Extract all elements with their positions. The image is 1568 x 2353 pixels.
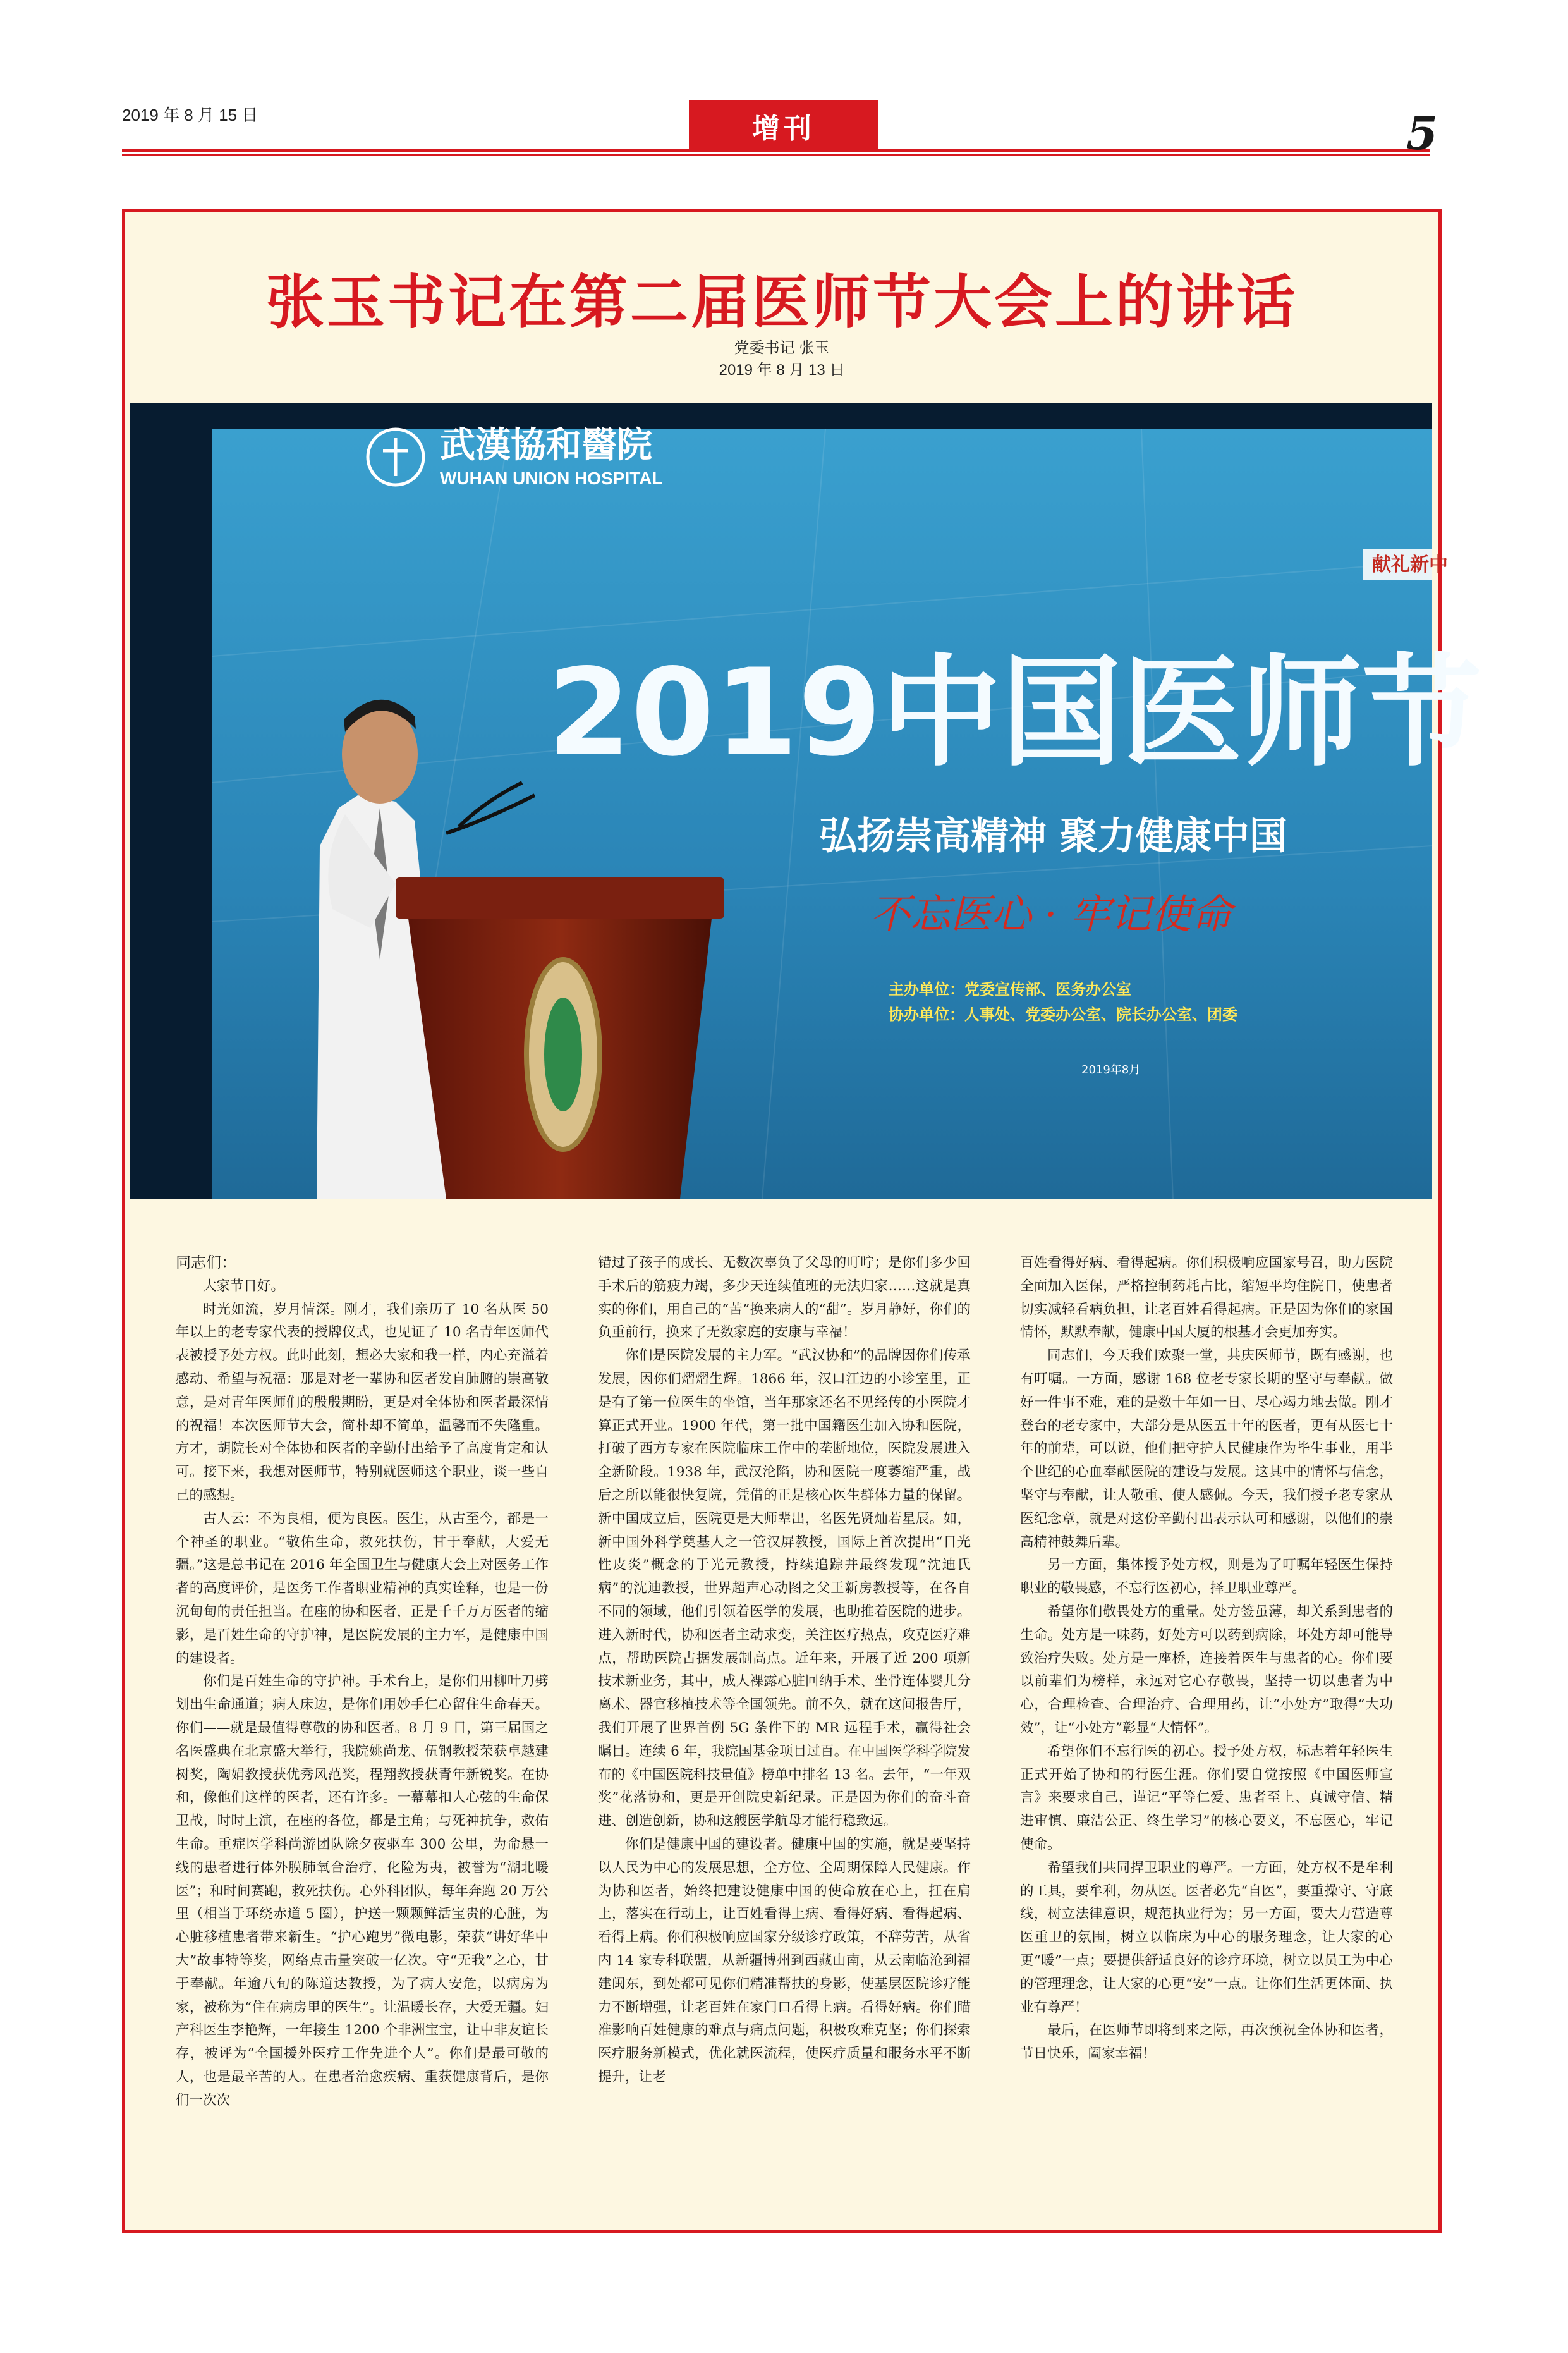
host-line: 主办单位：党委宣传部、医务办公室 [889, 981, 1131, 998]
speech-photo [130, 403, 1482, 1199]
corner-banner: 献礼新中 [1372, 554, 1448, 576]
event-calligraphy: 不忘医心 · 牢记使命 [870, 891, 1232, 938]
section-tag: 增刊 [689, 100, 878, 152]
article-frame [122, 209, 1482, 2233]
header-rule [122, 149, 1430, 152]
header-date: 2019 年 8 月 15 日 [122, 106, 258, 125]
logo-en: WUHAN UNION HOSPITAL [440, 468, 663, 488]
photo-illustration [130, 403, 1482, 1199]
paragraph: 另一方面，集体授予处方权，则是为了叮嘱年轻医生保持职业的敬畏感，不忘行医初心，择卫职业尊严。 [1020, 1557, 1393, 1597]
salutation: 同志们： [176, 1254, 236, 1271]
logo-cn: 武漢協和醫院 [440, 424, 652, 466]
cohost-line: 协办单位：人事处、党委办公室、院长办公室、团委 [889, 1006, 1237, 1024]
column-3 [1020, 1252, 1393, 2112]
paragraph: 同志们，今天我们欢聚一堂，共庆医师节，既有感谢，也有叮嘱。一方面，感谢 168 位老专家长期的坚守与奉献。做好一件事不难，难的是数十年如一日、尽心竭力地去做。刚才登台的老专家中，大部分是从医五十年的医者，更有从医七十年的前辈，可以说，他们把守护人民健康作为毕生事业，用半个世纪的心血奉献医院的建设与发展。这其中的情怀与信念，坚守与奉献，让人敬重、使人感佩。今天，我们授予老专家从医纪念章，就是对这份辛勤付出表示认可和感谢，以他们的崇高精神鼓舞后辈。 [1020, 1348, 1393, 1550]
paragraph: 大家节日好。 [203, 1278, 285, 1294]
event-heading: 2019中国医师节 [547, 643, 1482, 783]
screen-date: 2019年8月 [1081, 1063, 1141, 1077]
paragraph: 百姓看得好病、看得起病。你们积极响应国家号召，助力医院全面加入医保，严格控制药耗占比，缩短平均住院日，使患者切实减轻看病负担，让老百姓看得起病。正是因为你们的家国情怀，默默奉献，健康中国大厦的根基才会更加夯实。 [1020, 1255, 1393, 1341]
dateline: 2019 年 8 月 13 日 [719, 362, 845, 379]
page-number: 5 [1406, 106, 1438, 160]
header-rule-thin [122, 154, 1430, 156]
paragraph: 最后，在医师节即将到来之际，再次预祝全体协和医者，节日快乐，阖家幸福！ [1020, 2022, 1393, 2062]
column-2 [598, 1252, 971, 2112]
article-title: 张玉书记在第二届医师节大会上的讲话 [265, 268, 1298, 336]
paragraph: 错过了孩子的成长、无数次辜负了父母的叮咛；是你们多少回手术后的筋疲力竭，多少天连续值班的无法归家……这就是真实的你们，用自己的“苦”换来病人的“甜”。岁月静好，你们的负重前行，换来了无数家庭的安康与幸福！ [598, 1255, 971, 1341]
paragraph: 你们是百姓生命的守护神。手术台上，是你们用柳叶刀劈划出生命通道；病人床边，是你们用妙手仁心留住生命春天。你们——就是最值得尊敬的协和医者。8 月 9 日，第三届国之名医盛典在北京盛大举行，我院姚尚龙、伍钢教授荣获卓越建树奖，陶娟教授获优秀风范奖，程翔教授获青年新锐奖。在协和，像他们这样的医者，还有许多。一幕幕扣人心弦的生命保卫战，时时上演，在座的各位，都是主角；与死神抗争，救佑生命。重症医学科尚游团队除夕夜驱车 300 公里，为命悬一线的患者进行体外膜肺氧合治疗，化险为夷，被誉为“湖北暖医”；和时间赛跑，救死扶伤。心外科团队，每年奔跑 20 万公里（相当于环绕赤道 5 圈），护送一颗颗鲜活宝贵的心脏，为心脏移植患者带来新生。“护心跑男”微电影，荣获“讲好华中大”故事特等奖，网络点击量突破一亿次。守“无我”之心，甘于奉献。年逾八旬的陈道达教授，为了病人安危，以病房为家，被称为“住在病房里的医生”。让温暖长存，大爱无疆。妇产科医生李艳辉，一年接生 1200 个非洲宝宝，让中非友谊长存，被评为“全国援外医疗工作先进个人”。你们是最可敬的人，也是最辛苦的人。在患者治愈疾病、重获健康背后，是你们一次次 [176, 1673, 549, 2108]
paragraph: 你们是健康中国的建设者。健康中国的实施，就是要坚持以人民为中心的发展思想，全方位、全周期保障人民健康。作为协和医者，始终把建设健康中国的使命放在心上，扛在肩上，落实在行动上，让百姓看得上病、看得好病、看得起病、看得上病。你们积极响应国家分级诊疗政策，不辞劳苦，从省内 14 家专科联盟，从新疆博州到西藏山南，从云南临沧到福建闽东，到处都可见你们精准帮扶的身影，使基层医院诊疗能力不断增强，让老百姓在家门口看得上病。看得好病。你们瞄准影响百姓健康的难点与痛点问题，积极攻难克坚；你们探索医疗服务新模式，优化就医流程，使医疗质量和服务水平不断提升，让老 [598, 1836, 971, 2085]
byline: 党委书记 张玉 [734, 339, 830, 357]
paragraph: 古人云：不为良相，便为良医。医生，从古至今，都是一个神圣的职业。“敬佑生命，救死扶伤，甘于奉献，大爱无疆。”这是总书记在 2016 年全国卫生与健康大会上对医务工作者的高度评价，是医务工作者职业精神的真实诠释，也是一份沉甸甸的责任担当。在座的协和医者，正是千千万万医者的缩影，是百姓生命的守护神，是医院发展的主力军，是健康中国的建设者。 [176, 1510, 549, 1666]
paragraph: 你们是医院发展的主力军。“武汉协和”的品牌因你们传承发展，因你们熠熠生辉。1866 年，汉口江边的小诊室里，正是有了第一位医生的坐馆，当年那家还名不见经传的小医院才算正式开业。1900 年代，第一批中国籍医生加入协和医院，打破了西方专家在医院临床工作中的垄断地位，医院发展进入全新阶段。1938 年，武汉沦陷，协和医院一度萎缩严重，战后之所以能很快复院，凭借的正是核心医生群体力量的保留。新中国成立后，医院更是大师辈出，名医先贤灿若星辰。如，新中国外科学奠基人之一管汉屏教授，国际上首次提出“日光性皮炎”概念的于光元教授，持续追踪并最终发现“沈迪氏病”的沈迪教授，世界超声心动图之父王新房教授等，在各自不同的领域，他们引领着医学的发展，也助推着医院的进步。进入新时代，协和医者主动求变，关注医疗热点，攻克医疗难点，帮助医院占据发展制高点。近年来，开展了近 200 项新技术新业务，其中，成人裸露心脏回纳手术、坐骨连体婴儿分离术、器官移植技术等全国领先。前不久，就在这间报告厅，我们开展了世界首例 5G 条件下的 MR 远程手术，赢得社会瞩目。连续 6 年，我院国基金项目过百。在中国医学科学院发布的《中国医院科技量值》榜单中排名 13 名。去年，“一年双奖”花落协和，更是开创院史新纪录。正是因为你们的奋斗奋进、创造创新，协和这艘医学航母才能行稳致远。 [598, 1348, 971, 1830]
paragraph: 希望我们共同捍卫职业的尊严。一方面，处方权不是牟利的工具，要牟利，勿从医。医者必先“自医”，要重操守、守底线，树立法律意识，规范执业行为；另一方面，要大力营造尊医重卫的氛围，树立以临床为中心的服务理念，让大家的心更“暖”一点；要提供舒适良好的诊疗环境，树立以员工为中心的管理理念，让大家的心更“安”一点。让你们生活更体面、执业有尊严！ [1020, 1859, 1393, 2015]
article-body [176, 1252, 1395, 2112]
column-1 [176, 1252, 549, 2112]
paragraph: 时光如流，岁月情深。刚才，我们亲历了 10 名从医 50 年以上的老专家代表的授牌仪式，也见证了 10 名青年医师代表被授予处方权。此时此刻，想必大家和我一样，内心充溢着感动、希望与祝福：那是对老一辈协和医者发自肺腑的崇高敬意，是对青年医师们的殷殷期盼，更是对全体协和医者最深情的祝福！本次医师节大会，简朴却不简单，温馨而不失隆重。方才，胡院长对全体协和医者的辛勤付出给予了高度肯定和认可。接下来，我想对医师节，特别就医师这个职业，谈一些自己的感想。 [176, 1301, 549, 1503]
paragraph: 希望你们不忘行医的初心。授予处方权，标志着年轻医生正式开始了协和的行医生涯。你们要自觉按照《中国医师宣言》来要求自己，谨记“平等仁爱、患者至上、真诚守信、精进审慎、廉洁公正、终生学习”的核心要义，不忘医心，牢记使命。 [1020, 1743, 1393, 1852]
event-slogan: 弘扬崇高精神 聚力健康中国 [819, 814, 1287, 859]
paragraph: 希望你们敬畏处方的重量。处方签虽薄，却关系到患者的生命。处方是一味药，好处方可以药到病除，坏处方却可能导致治疗失败。处方是一座桥，连接着医生与患者的心。你们要以前辈们为榜样，永远对它心存敬畏，坚持一切以患者为中心，合理检查、合理治疗、合理用药，让“小处方”取得“大功效”，让“小处方”彰显“大情怀”。 [1020, 1603, 1393, 1736]
